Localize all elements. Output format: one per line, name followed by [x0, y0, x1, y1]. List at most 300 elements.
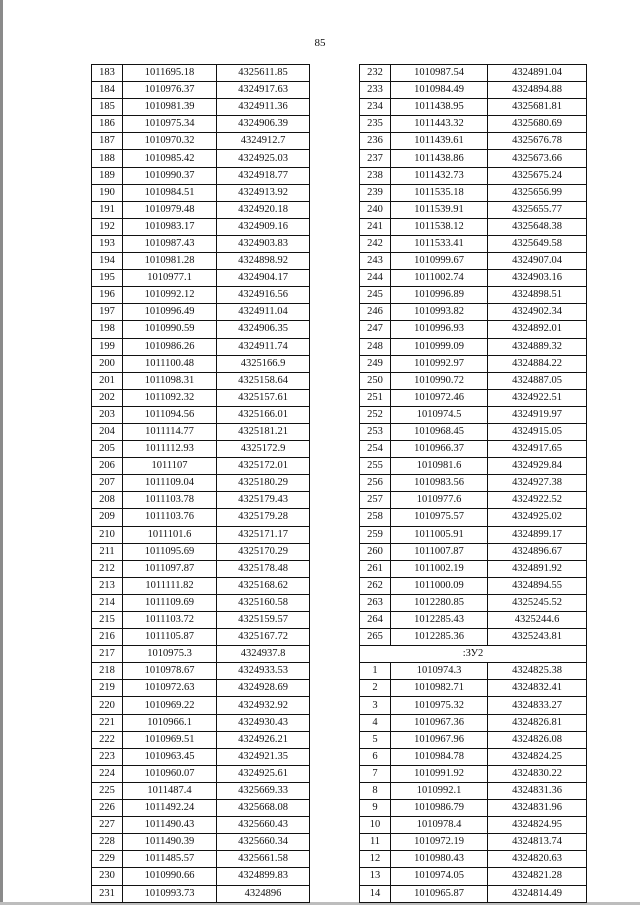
- table-row: [360, 201, 587, 218]
- table-row: [92, 629, 310, 646]
- table-row: [92, 133, 310, 150]
- y-coordinate-cell: 4324913.92: [217, 184, 310, 201]
- x-coordinate-cell: 1010983.56: [391, 475, 488, 492]
- point-number-cell: 185: [92, 99, 123, 116]
- table-row: [92, 201, 310, 218]
- table-row: [92, 646, 310, 663]
- x-coordinate-cell: 1010996.93: [391, 321, 488, 338]
- x-coordinate-cell: 1011101.6: [123, 526, 217, 543]
- table-row: [92, 868, 310, 885]
- point-number-cell: 263: [360, 594, 391, 611]
- table-row: [360, 834, 587, 851]
- point-number-cell: 262: [360, 577, 391, 594]
- y-coordinate-cell: 4324832.41: [488, 680, 587, 697]
- table-row: [360, 868, 587, 885]
- x-coordinate-cell: 1010986.26: [123, 338, 217, 355]
- y-coordinate-cell: 4324916.56: [217, 287, 310, 304]
- x-coordinate-cell: 1011002.74: [391, 270, 488, 287]
- point-number-cell: 244: [360, 270, 391, 287]
- x-coordinate-cell: 1011535.18: [391, 184, 488, 201]
- x-coordinate-cell: 1011111.82: [123, 577, 217, 594]
- point-number-cell: 223: [92, 748, 123, 765]
- point-number-cell: 224: [92, 765, 123, 782]
- y-coordinate-cell: 4324899.83: [217, 868, 310, 885]
- y-coordinate-cell: 4324925.03: [217, 150, 310, 167]
- point-number-cell: 264: [360, 612, 391, 629]
- y-coordinate-cell: 4324906.39: [217, 116, 310, 133]
- x-coordinate-cell: 1010974.3: [391, 663, 488, 680]
- table-row: [92, 834, 310, 851]
- y-coordinate-cell: 4324911.36: [217, 99, 310, 116]
- table-row: [92, 714, 310, 731]
- point-number-cell: 256: [360, 475, 391, 492]
- point-number-cell: 192: [92, 218, 123, 235]
- table-row: [360, 253, 587, 270]
- point-number-cell: 199: [92, 338, 123, 355]
- x-coordinate-cell: 1010965.87: [391, 885, 488, 902]
- table-row: [92, 116, 310, 133]
- table-row: [360, 851, 587, 868]
- table-row: [92, 167, 310, 184]
- table-row: [92, 526, 310, 543]
- point-number-cell: 216: [92, 629, 123, 646]
- point-number-cell: 200: [92, 355, 123, 372]
- x-coordinate-cell: 1010999.67: [391, 253, 488, 270]
- table-row: [360, 270, 587, 287]
- point-number-cell: 235: [360, 116, 391, 133]
- x-coordinate-cell: 1010999.09: [391, 338, 488, 355]
- table-row: [92, 253, 310, 270]
- table-row: [92, 406, 310, 423]
- y-coordinate-cell: 4324824.95: [488, 817, 587, 834]
- x-coordinate-cell: 1010990.66: [123, 868, 217, 885]
- table-row: [92, 594, 310, 611]
- point-number-cell: 198: [92, 321, 123, 338]
- x-coordinate-cell: 1010993.73: [123, 885, 217, 902]
- point-number-cell: 248: [360, 338, 391, 355]
- y-coordinate-cell: 4324903.16: [488, 270, 587, 287]
- point-number-cell: 249: [360, 355, 391, 372]
- point-number-cell: 205: [92, 441, 123, 458]
- point-number-cell: 242: [360, 235, 391, 252]
- point-number-cell: 228: [92, 834, 123, 851]
- point-number-cell: 234: [360, 99, 391, 116]
- y-coordinate-cell: 4325172.9: [217, 441, 310, 458]
- table-row: [92, 748, 310, 765]
- point-number-cell: 221: [92, 714, 123, 731]
- x-coordinate-cell: 1010975.34: [123, 116, 217, 133]
- y-coordinate-cell: 4324907.04: [488, 253, 587, 270]
- table-row: [92, 372, 310, 389]
- x-coordinate-cell: 1010976.37: [123, 82, 217, 99]
- x-coordinate-cell: 1010980.43: [391, 851, 488, 868]
- y-coordinate-cell: 4325181.21: [217, 423, 310, 440]
- y-coordinate-cell: 4324925.02: [488, 509, 587, 526]
- table-row: [92, 543, 310, 560]
- point-number-cell: 227: [92, 817, 123, 834]
- y-coordinate-cell: 4325179.28: [217, 509, 310, 526]
- x-coordinate-cell: 1011490.39: [123, 834, 217, 851]
- y-coordinate-cell: 4325166.01: [217, 406, 310, 423]
- point-number-cell: 187: [92, 133, 123, 150]
- table-row: [360, 526, 587, 543]
- y-coordinate-cell: 4324896.67: [488, 543, 587, 560]
- y-coordinate-cell: 4324927.38: [488, 475, 587, 492]
- y-coordinate-cell: 4324814.49: [488, 885, 587, 902]
- x-coordinate-cell: 1010963.45: [123, 748, 217, 765]
- coordinates-table-left: [91, 64, 310, 903]
- point-number-cell: 7: [360, 765, 391, 782]
- y-coordinate-cell: 4324928.69: [217, 680, 310, 697]
- x-coordinate-cell: 1011107: [123, 458, 217, 475]
- y-coordinate-cell: 4325673.66: [488, 150, 587, 167]
- y-coordinate-cell: 4325244.6: [488, 612, 587, 629]
- table-row: [92, 270, 310, 287]
- table-row: [92, 782, 310, 799]
- y-coordinate-cell: 4324904.17: [217, 270, 310, 287]
- x-coordinate-cell: 1010967.36: [391, 714, 488, 731]
- y-coordinate-cell: 4325168.62: [217, 577, 310, 594]
- point-number-cell: 217: [92, 646, 123, 663]
- table-row: [92, 99, 310, 116]
- table-row: [360, 731, 587, 748]
- y-coordinate-cell: 4325243.81: [488, 629, 587, 646]
- point-number-cell: 259: [360, 526, 391, 543]
- x-coordinate-cell: 1011112.93: [123, 441, 217, 458]
- x-coordinate-cell: 1011103.76: [123, 509, 217, 526]
- table-row: [360, 714, 587, 731]
- table-row: [360, 218, 587, 235]
- point-number-cell: 196: [92, 287, 123, 304]
- table-row: [360, 663, 587, 680]
- table-row: [360, 65, 587, 82]
- x-coordinate-cell: 1010967.96: [391, 731, 488, 748]
- y-coordinate-cell: 4324898.92: [217, 253, 310, 270]
- y-coordinate-cell: 4325611.85: [217, 65, 310, 82]
- x-coordinate-cell: 1011098.31: [123, 372, 217, 389]
- point-number-cell: 4: [360, 714, 391, 731]
- y-coordinate-cell: 4325179.43: [217, 492, 310, 509]
- y-coordinate-cell: 4324920.18: [217, 201, 310, 218]
- y-coordinate-cell: 4324937.8: [217, 646, 310, 663]
- section-label: :ЗУ2: [360, 646, 587, 663]
- point-number-cell: 211: [92, 543, 123, 560]
- table-row: [360, 577, 587, 594]
- y-coordinate-cell: 4325680.69: [488, 116, 587, 133]
- point-number-cell: 193: [92, 235, 123, 252]
- table-row: [360, 458, 587, 475]
- x-coordinate-cell: 1011443.32: [391, 116, 488, 133]
- x-coordinate-cell: 1010972.19: [391, 834, 488, 851]
- point-number-cell: 201: [92, 372, 123, 389]
- y-coordinate-cell: 4324889.32: [488, 338, 587, 355]
- y-coordinate-cell: 4325655.77: [488, 201, 587, 218]
- y-coordinate-cell: 4325675.24: [488, 167, 587, 184]
- table-row: [360, 782, 587, 799]
- x-coordinate-cell: 1012280.85: [391, 594, 488, 611]
- x-coordinate-cell: 1010974.05: [391, 868, 488, 885]
- table-row: [360, 82, 587, 99]
- x-coordinate-cell: 1010977.6: [391, 492, 488, 509]
- table-row: [360, 629, 587, 646]
- x-coordinate-cell: 1011094.56: [123, 406, 217, 423]
- table-row: [92, 423, 310, 440]
- x-coordinate-cell: 1011092.32: [123, 389, 217, 406]
- table-row: [92, 577, 310, 594]
- point-number-cell: 12: [360, 851, 391, 868]
- y-coordinate-cell: 4324902.34: [488, 304, 587, 321]
- x-coordinate-cell: 1010969.22: [123, 697, 217, 714]
- x-coordinate-cell: 1010972.46: [391, 389, 488, 406]
- point-number-cell: 253: [360, 423, 391, 440]
- x-coordinate-cell: 1011432.73: [391, 167, 488, 184]
- x-coordinate-cell: 1010981.39: [123, 99, 217, 116]
- y-coordinate-cell: 4325245.52: [488, 594, 587, 611]
- x-coordinate-cell: 1011000.09: [391, 577, 488, 594]
- x-coordinate-cell: 1010979.48: [123, 201, 217, 218]
- x-coordinate-cell: 1010970.32: [123, 133, 217, 150]
- y-coordinate-cell: 4324821.28: [488, 868, 587, 885]
- y-coordinate-cell: 4325668.08: [217, 800, 310, 817]
- point-number-cell: 251: [360, 389, 391, 406]
- table-row: [360, 612, 587, 629]
- point-number-cell: 197: [92, 304, 123, 321]
- table-row: [92, 235, 310, 252]
- y-coordinate-cell: 4324915.05: [488, 423, 587, 440]
- x-coordinate-cell: 1011105.87: [123, 629, 217, 646]
- coordinates-table-right-body: [360, 65, 587, 903]
- x-coordinate-cell: 1010986.79: [391, 800, 488, 817]
- table-row: [92, 287, 310, 304]
- point-number-cell: 214: [92, 594, 123, 611]
- x-coordinate-cell: 1010996.89: [391, 287, 488, 304]
- point-number-cell: 231: [92, 885, 123, 902]
- x-coordinate-cell: 1010982.71: [391, 680, 488, 697]
- point-number-cell: 202: [92, 389, 123, 406]
- y-coordinate-cell: 4324912.7: [217, 133, 310, 150]
- coordinates-table-left-body: [92, 65, 310, 903]
- y-coordinate-cell: 4325159.57: [217, 612, 310, 629]
- point-number-cell: 1: [360, 663, 391, 680]
- table-row: [360, 133, 587, 150]
- point-number-cell: 258: [360, 509, 391, 526]
- table-row: [360, 680, 587, 697]
- x-coordinate-cell: 1010992.12: [123, 287, 217, 304]
- y-coordinate-cell: 4325180.29: [217, 475, 310, 492]
- point-number-cell: 246: [360, 304, 391, 321]
- point-number-cell: 265: [360, 629, 391, 646]
- y-coordinate-cell: 4324891.92: [488, 560, 587, 577]
- point-number-cell: 13: [360, 868, 391, 885]
- table-row: [360, 406, 587, 423]
- point-number-cell: 252: [360, 406, 391, 423]
- x-coordinate-cell: 1012285.36: [391, 629, 488, 646]
- table-row: [92, 492, 310, 509]
- point-number-cell: 188: [92, 150, 123, 167]
- x-coordinate-cell: 1010969.51: [123, 731, 217, 748]
- point-number-cell: 10: [360, 817, 391, 834]
- y-coordinate-cell: 4324894.55: [488, 577, 587, 594]
- table-row: [92, 355, 310, 372]
- section-header-row: [360, 646, 587, 663]
- table-row: [92, 885, 310, 902]
- table-row: [360, 800, 587, 817]
- table-row: [360, 372, 587, 389]
- x-coordinate-cell: 1010978.4: [391, 817, 488, 834]
- point-number-cell: 239: [360, 184, 391, 201]
- point-number-cell: 254: [360, 441, 391, 458]
- x-coordinate-cell: 1010991.92: [391, 765, 488, 782]
- table-row: [360, 492, 587, 509]
- table-row: [92, 800, 310, 817]
- coordinates-table-right: [359, 64, 587, 903]
- y-coordinate-cell: 4324911.74: [217, 338, 310, 355]
- y-coordinate-cell: 4324926.21: [217, 731, 310, 748]
- y-coordinate-cell: 4324911.04: [217, 304, 310, 321]
- table-row: [360, 287, 587, 304]
- table-row: [92, 65, 310, 82]
- point-number-cell: 220: [92, 697, 123, 714]
- table-row: [92, 612, 310, 629]
- point-number-cell: 222: [92, 731, 123, 748]
- table-row: [360, 116, 587, 133]
- point-number-cell: 240: [360, 201, 391, 218]
- y-coordinate-cell: 4324887.05: [488, 372, 587, 389]
- x-coordinate-cell: 1010977.1: [123, 270, 217, 287]
- table-row: [92, 338, 310, 355]
- table-row: [92, 817, 310, 834]
- y-coordinate-cell: 4324909.16: [217, 218, 310, 235]
- table-row: [360, 167, 587, 184]
- point-number-cell: 250: [360, 372, 391, 389]
- point-number-cell: 229: [92, 851, 123, 868]
- table-row: [92, 218, 310, 235]
- y-coordinate-cell: 4325676.78: [488, 133, 587, 150]
- table-row: [92, 321, 310, 338]
- x-coordinate-cell: 1010983.17: [123, 218, 217, 235]
- table-row: [92, 560, 310, 577]
- point-number-cell: 255: [360, 458, 391, 475]
- table-row: [360, 475, 587, 492]
- point-number-cell: 189: [92, 167, 123, 184]
- x-coordinate-cell: 1010992.1: [391, 782, 488, 799]
- point-number-cell: 210: [92, 526, 123, 543]
- point-number-cell: 241: [360, 218, 391, 235]
- table-row: [92, 851, 310, 868]
- y-coordinate-cell: 4324826.08: [488, 731, 587, 748]
- x-coordinate-cell: 1011100.48: [123, 355, 217, 372]
- point-number-cell: 213: [92, 577, 123, 594]
- table-row: [92, 731, 310, 748]
- x-coordinate-cell: 1011539.91: [391, 201, 488, 218]
- x-coordinate-cell: 1012285.43: [391, 612, 488, 629]
- table-row: [92, 765, 310, 782]
- point-number-cell: 9: [360, 800, 391, 817]
- table-row: [360, 321, 587, 338]
- x-coordinate-cell: 1011533.41: [391, 235, 488, 252]
- table-row: [360, 423, 587, 440]
- point-number-cell: 218: [92, 663, 123, 680]
- point-number-cell: 204: [92, 423, 123, 440]
- y-coordinate-cell: 4324929.84: [488, 458, 587, 475]
- point-number-cell: 207: [92, 475, 123, 492]
- y-coordinate-cell: 4324925.61: [217, 765, 310, 782]
- y-coordinate-cell: 4325649.58: [488, 235, 587, 252]
- y-coordinate-cell: 4324933.53: [217, 663, 310, 680]
- y-coordinate-cell: 4325661.58: [217, 851, 310, 868]
- y-coordinate-cell: 4324930.43: [217, 714, 310, 731]
- table-row: [360, 509, 587, 526]
- x-coordinate-cell: 1010996.49: [123, 304, 217, 321]
- y-coordinate-cell: 4324884.22: [488, 355, 587, 372]
- y-coordinate-cell: 4324919.97: [488, 406, 587, 423]
- x-coordinate-cell: 1010984.49: [391, 82, 488, 99]
- x-coordinate-cell: 1011538.12: [391, 218, 488, 235]
- y-coordinate-cell: 4324813.74: [488, 834, 587, 851]
- table-row: [92, 304, 310, 321]
- point-number-cell: 215: [92, 612, 123, 629]
- table-row: [360, 543, 587, 560]
- page-number: 85: [314, 37, 326, 49]
- point-number-cell: 206: [92, 458, 123, 475]
- table-row: [360, 150, 587, 167]
- x-coordinate-cell: 1011109.69: [123, 594, 217, 611]
- table-row: [92, 82, 310, 99]
- point-number-cell: 226: [92, 800, 123, 817]
- y-coordinate-cell: 4325660.34: [217, 834, 310, 851]
- y-coordinate-cell: 4324824.25: [488, 748, 587, 765]
- x-coordinate-cell: 1010987.54: [391, 65, 488, 82]
- point-number-cell: 243: [360, 253, 391, 270]
- y-coordinate-cell: 4324898.51: [488, 287, 587, 304]
- y-coordinate-cell: 4325171.17: [217, 526, 310, 543]
- y-coordinate-cell: 4324820.63: [488, 851, 587, 868]
- point-number-cell: 230: [92, 868, 123, 885]
- y-coordinate-cell: 4324825.38: [488, 663, 587, 680]
- point-number-cell: 203: [92, 406, 123, 423]
- x-coordinate-cell: 1010981.28: [123, 253, 217, 270]
- table-row: [360, 817, 587, 834]
- point-number-cell: 257: [360, 492, 391, 509]
- table-row: [360, 748, 587, 765]
- point-number-cell: 212: [92, 560, 123, 577]
- x-coordinate-cell: 1010966.37: [391, 441, 488, 458]
- x-coordinate-cell: 1011109.04: [123, 475, 217, 492]
- y-coordinate-cell: 4324833.27: [488, 697, 587, 714]
- x-coordinate-cell: 1010975.3: [123, 646, 217, 663]
- y-coordinate-cell: 4324922.52: [488, 492, 587, 509]
- table-row: [92, 697, 310, 714]
- point-number-cell: 6: [360, 748, 391, 765]
- x-coordinate-cell: 1011485.57: [123, 851, 217, 868]
- point-number-cell: 183: [92, 65, 123, 82]
- x-coordinate-cell: 1011005.91: [391, 526, 488, 543]
- x-coordinate-cell: 1010990.72: [391, 372, 488, 389]
- point-number-cell: 233: [360, 82, 391, 99]
- x-coordinate-cell: 1010990.59: [123, 321, 217, 338]
- y-coordinate-cell: 4325178.48: [217, 560, 310, 577]
- y-coordinate-cell: 4325157.61: [217, 389, 310, 406]
- point-number-cell: 247: [360, 321, 391, 338]
- x-coordinate-cell: 1010984.78: [391, 748, 488, 765]
- point-number-cell: 2: [360, 680, 391, 697]
- point-number-cell: 260: [360, 543, 391, 560]
- point-number-cell: 238: [360, 167, 391, 184]
- y-coordinate-cell: 4324906.35: [217, 321, 310, 338]
- x-coordinate-cell: 1011492.24: [123, 800, 217, 817]
- x-coordinate-cell: 1011097.87: [123, 560, 217, 577]
- table-row: [92, 663, 310, 680]
